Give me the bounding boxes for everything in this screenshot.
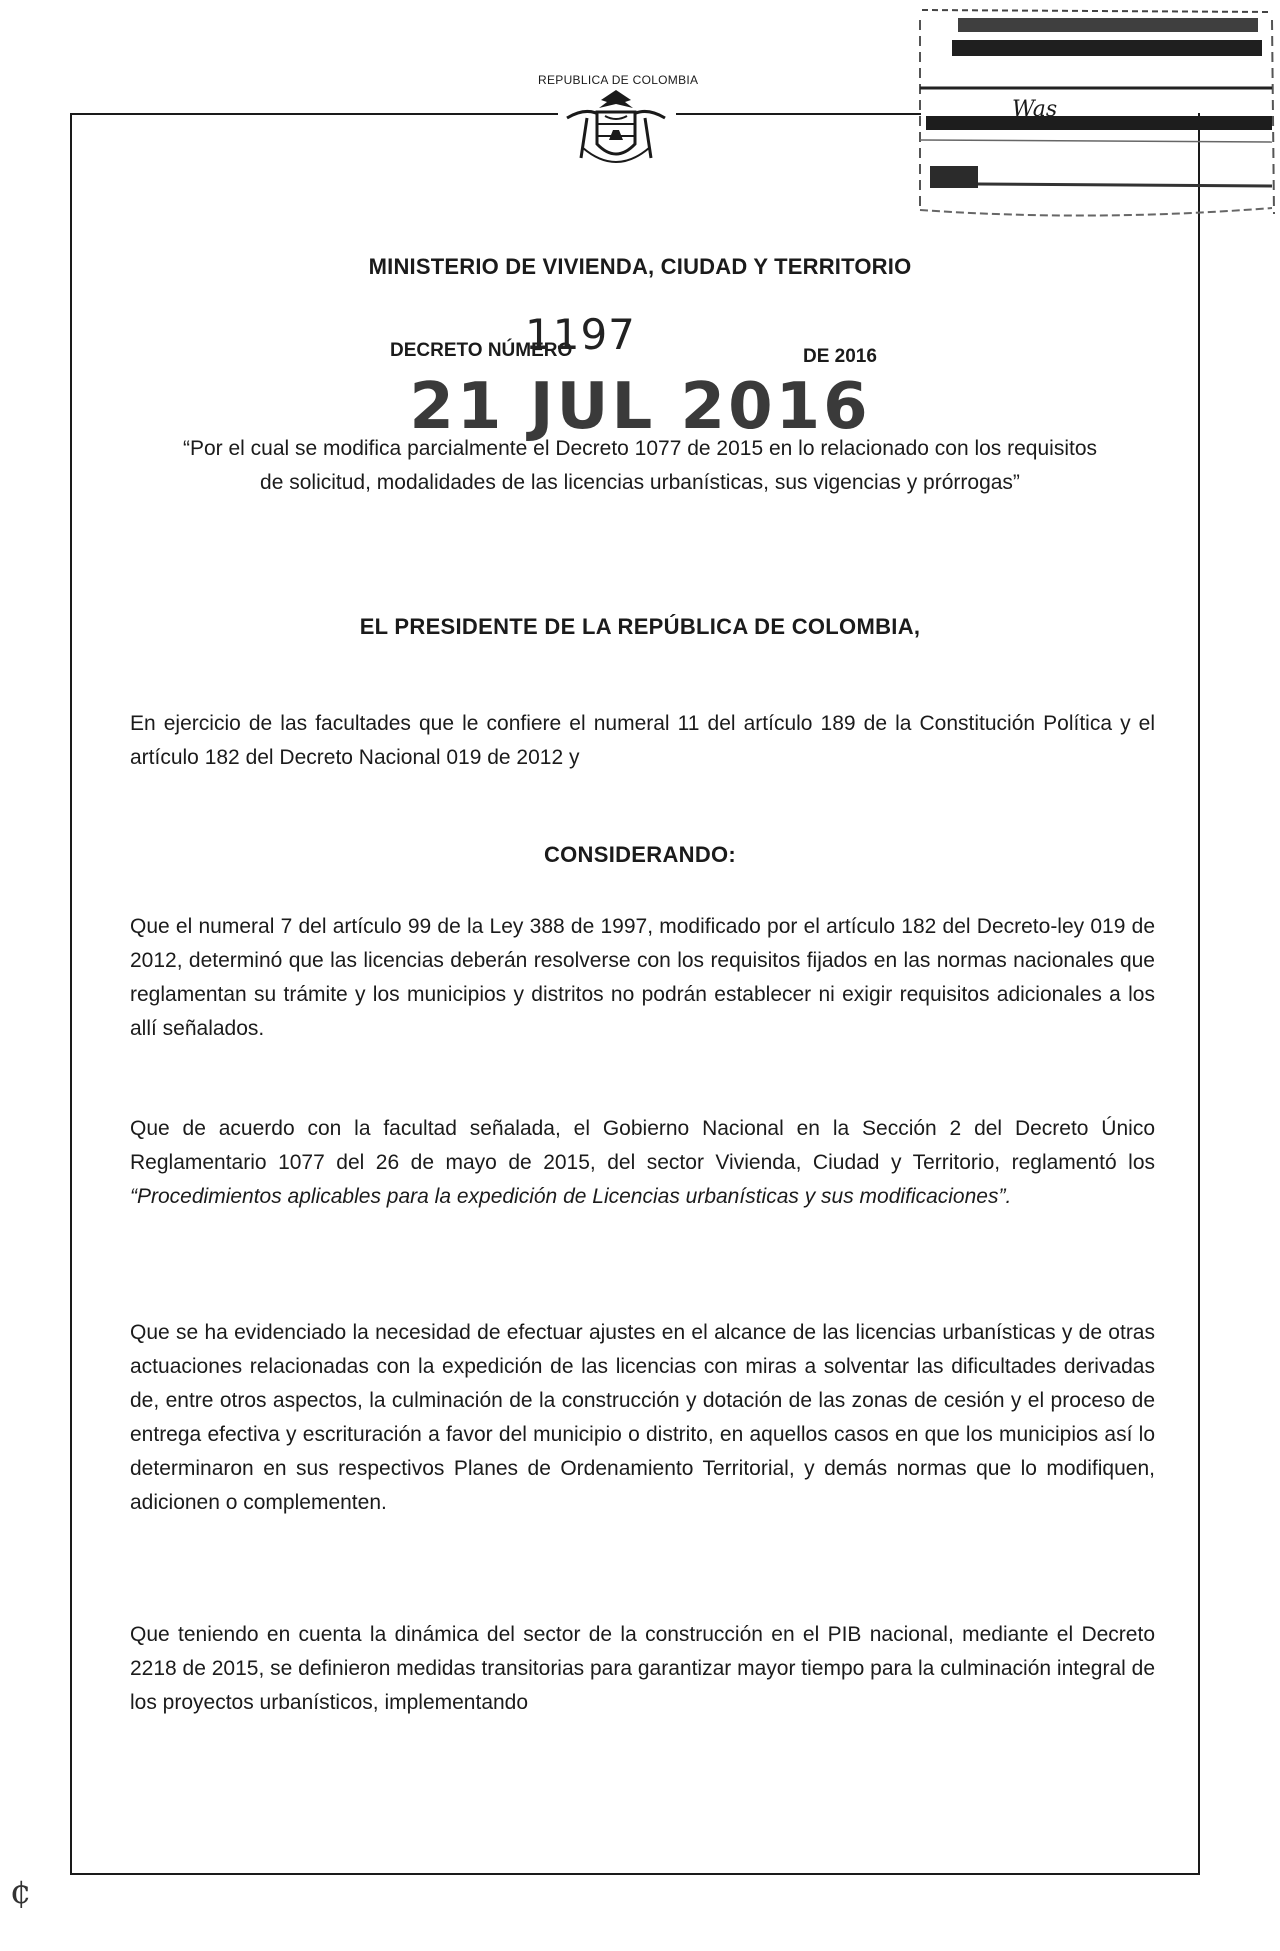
country-header: REPUBLICA DE COLOMBIA	[538, 73, 699, 87]
decree-date-stamp: 21 JUL 2016	[409, 370, 871, 444]
preamble-paragraph: En ejercicio de las facultades que le confiere el numeral 11 del artículo 189 de la Constitución Política y el artículo 182 del Decreto Nacional 019 de 2012 y	[130, 712, 1155, 769]
paragraph-italic-quote: “Procedimientos aplicables para la expedición de Licencias urbanísticas y sus modificaciones”.	[130, 1185, 1012, 1208]
decree-number: 1197	[525, 310, 636, 359]
header-rule-left	[70, 113, 558, 115]
colombia-coat-of-arms-icon	[557, 88, 675, 178]
paragraph-text: Que de acuerdo con la facultad señalada, el Gobierno Nacional en la Sección 2 del Decreto Único Reglamentario 1077 del 26 de mayo de 2015, del sector Vivienda, Ciudad y Territorio, reglamentó los	[130, 1117, 1155, 1174]
president-title: EL PRESIDENTE DE LA REPÚBLICA DE COLOMBIA,	[359, 614, 921, 639]
registry-stamp	[912, 0, 1280, 222]
decree-subject: “Por el cual se modifica parcialmente el Decreto 1077 de 2015 en lo relacionado con los requisitos de solicitud, modalidades de las licencias urbanísticas, sus vigencias y prórrogas”	[182, 437, 1098, 494]
considerando-paragraph-2	[130, 1112, 1155, 1214]
considerando-heading: CONSIDERANDO:	[543, 842, 737, 867]
considerando-paragraph-3: Que se ha evidenciado la necesidad de efectuar ajustes en el alcance de las licencias urbanísticas y de otras actuaciones relacionadas con la expedición de las licencias con miras a solventar las dificultades derivadas de, entre otros aspectos, la culminación de la construcción y dotación de las zonas de cesión y el proceso de entrega efectiva y escrituración a favor del municipio o distrito, en aquellos casos en que los municipios así lo determinaron en sus respectivos Planes de Ordenamiento Territorial, y demás normas que lo modifiquen, adicionen o complementen.	[130, 1321, 1155, 1514]
stamp-handwriting: Was	[1012, 97, 1058, 122]
considerando-paragraph-4: Que teniendo en cuenta la dinámica del sector de la construcción en el PIB nacional, mediante el Decreto 2218 de 2015, se definieron medidas transitorias para garantizar mayor tiempo para la culminación integral de los proyectos urbanísticos, implementando	[130, 1623, 1155, 1714]
ministry-title: MINISTERIO DE VIVIENDA, CIUDAD Y TERRITORIO	[368, 254, 912, 279]
considerando-paragraph-1: Que el numeral 7 del artículo 99 de la Ley 388 de 1997, modificado por el artículo 182 del Decreto-ley 019 de 2012, determinó que las licencias deberán resolverse con los requisitos fijados en las normas nacionales que reglamentan su trámite y los municipios y distritos no podrán establecer ni exigir requisitos adicionales a los allí señalados.	[130, 915, 1155, 1040]
decree-year-label: DE 2016	[803, 346, 877, 367]
margin-handwritten-mark: ¢	[10, 1872, 32, 1912]
decree-label: DECRETO NÚMERO	[390, 340, 573, 361]
header-rule-right	[676, 113, 921, 115]
